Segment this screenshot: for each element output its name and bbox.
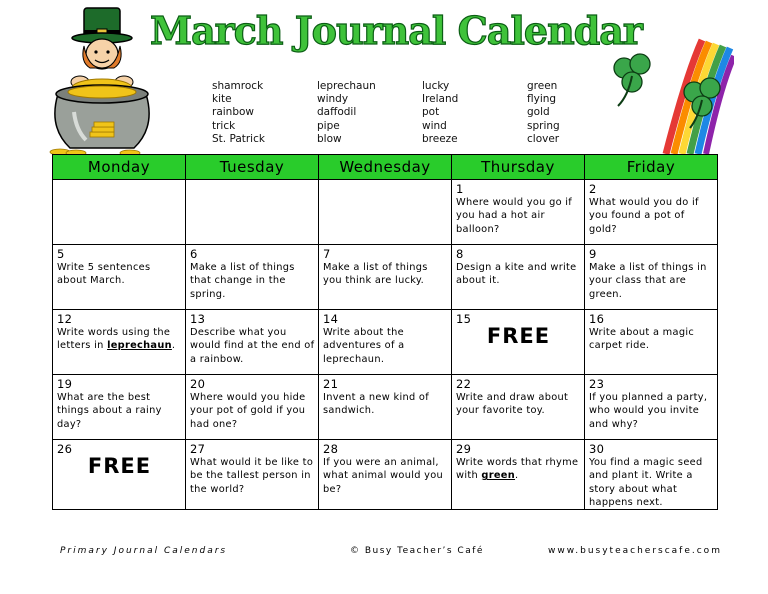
- day-number: 26: [57, 442, 73, 456]
- journal-prompt-text: Make a list of things that change in the spring.: [190, 262, 295, 300]
- day-number: 12: [57, 312, 73, 326]
- day-number: 2: [589, 182, 597, 196]
- weekday-header: Monday: [53, 155, 186, 180]
- calendar-day-cell: [585, 180, 718, 245]
- word-bank-word: pipe: [317, 119, 340, 132]
- journal-prompt-text: Describe what you would find at the end of a rainbow.: [190, 327, 315, 365]
- calendar-day-cell: [319, 375, 452, 440]
- journal-prompt-text: Make a list of things you think are lucky.: [323, 262, 428, 287]
- word-bank-word: windy: [317, 93, 349, 106]
- calendar-day-cell: [319, 245, 452, 310]
- day-number: 30: [589, 442, 605, 456]
- journal-prompt: [589, 392, 707, 430]
- free-day-label: FREE: [486, 324, 551, 348]
- journal-prompt: [589, 262, 707, 300]
- journal-prompt: [456, 392, 568, 416]
- word-bank-word: flying: [527, 93, 557, 106]
- journal-prompt: [190, 327, 314, 365]
- day-number: 1: [456, 182, 464, 196]
- journal-prompt: [456, 457, 578, 481]
- calendar-day-cell: [53, 180, 186, 245]
- footer-copyright: © Busy Teacher’s Café: [350, 546, 484, 556]
- calendar-day-cell: [452, 440, 585, 510]
- journal-prompt-text: Invent a new kind of sandwich.: [323, 392, 429, 417]
- day-number: 27: [190, 442, 206, 456]
- word-bank: [212, 80, 632, 146]
- day-number: 15: [456, 312, 472, 326]
- calendar-body: [53, 180, 718, 510]
- calendar-day-cell: [186, 375, 319, 440]
- weekday-header: Thursday: [452, 155, 585, 180]
- calendar-week-row: [53, 375, 718, 440]
- leprechaun-pot-of-gold-illustration: [40, 2, 158, 158]
- journal-prompt-text: If you planned a party, who would you invite and why?: [589, 392, 708, 430]
- journal-prompt-text: What are the best things about a rainy day?: [57, 392, 162, 430]
- journal-prompt: [323, 327, 404, 365]
- weekday-header: Friday: [585, 155, 718, 180]
- journal-prompt-text: What would it be like to be the tallest person in the world?: [190, 457, 314, 495]
- journal-prompt-text: Write and draw about your favorite toy.: [456, 392, 569, 417]
- journal-prompt-text: Design a kite and write about it.: [456, 262, 577, 287]
- journal-prompt: [57, 327, 175, 351]
- calendar-day-cell: [585, 245, 718, 310]
- word-bank-word: gold: [527, 106, 550, 119]
- journal-prompt-text: Write 5 sentences about March.: [57, 262, 151, 287]
- journal-prompt-text: You find a magic seed and plant it. Write a story about what happens next.: [589, 457, 703, 508]
- journal-prompt-text: Write about a magic carpet ride.: [589, 327, 695, 352]
- free-day-label: FREE: [87, 454, 152, 478]
- journal-prompt: [456, 197, 572, 235]
- calendar-day-cell: [452, 245, 585, 310]
- word-bank-word: shamrock: [212, 80, 264, 92]
- journal-prompt-text: Write words that rhyme with: [456, 457, 579, 482]
- calendar-day-cell: [53, 310, 186, 375]
- journal-prompt-text: What would you do if you found a pot of gold?: [589, 197, 699, 235]
- weekday-header: Tuesday: [186, 155, 319, 180]
- weekday-header: Wednesday: [319, 155, 452, 180]
- page-title: March Journal Calendar: [150, 8, 642, 53]
- day-number: 13: [190, 312, 206, 326]
- word-bank-word: lucky: [422, 80, 450, 92]
- journal-prompt: [589, 457, 703, 508]
- journal-prompt-text: Where would you go if you had a hot air balloon?: [456, 197, 573, 235]
- word-bank-word: Ireland: [422, 93, 459, 106]
- calendar-day-cell: [452, 375, 585, 440]
- journal-prompt: [190, 457, 313, 495]
- calendar-day-cell: [452, 180, 585, 245]
- word-bank-word: St. Patrick: [212, 132, 265, 145]
- journal-prompt: [589, 327, 694, 351]
- calendar-day-cell: [186, 310, 319, 375]
- day-number: 28: [323, 442, 339, 456]
- day-number: 29: [456, 442, 472, 456]
- day-number: 16: [589, 312, 605, 326]
- weekday-header-row: [53, 155, 718, 180]
- calendar-week-row: [53, 440, 718, 510]
- journal-prompt: [323, 392, 429, 416]
- word-bank-word: pot: [422, 106, 440, 119]
- calendar-day-cell: [319, 180, 452, 245]
- journal-prompt: [589, 197, 699, 235]
- journal-prompt: [323, 457, 443, 495]
- calendar-day-cell: [186, 245, 319, 310]
- calendar-day-cell: [319, 310, 452, 375]
- prompt-punctuation: .: [171, 340, 176, 352]
- calendar-week-row: [53, 180, 718, 245]
- calendar-day-cell: [186, 180, 319, 245]
- footer-website: www.busyteacherscafe.com: [548, 546, 722, 556]
- journal-prompt: [323, 262, 428, 286]
- day-number: 23: [589, 377, 605, 391]
- calendar-grid: [52, 154, 718, 510]
- word-bank-word: green: [527, 80, 558, 92]
- calendar-day-cell: [186, 440, 319, 510]
- word-bank-word: trick: [212, 119, 236, 132]
- calendar-day-cell: [53, 375, 186, 440]
- journal-prompt: [190, 392, 305, 430]
- day-number: 22: [456, 377, 472, 391]
- day-number: 19: [57, 377, 73, 391]
- day-number: 6: [190, 247, 198, 261]
- emphasized-word: leprechaun: [107, 340, 172, 352]
- word-bank-word: spring: [527, 119, 560, 132]
- word-bank-word: breeze: [422, 132, 458, 145]
- calendar-day-cell: [452, 310, 585, 375]
- journal-prompt-text: Make a list of things in your class that are green.: [589, 262, 707, 300]
- calendar-day-cell: [53, 245, 186, 310]
- journal-prompt: [190, 262, 295, 300]
- prompt-punctuation: .: [515, 470, 519, 482]
- calendar-day-cell: [585, 310, 718, 375]
- word-bank-word: wind: [422, 119, 447, 132]
- day-number: 7: [323, 247, 331, 261]
- calendar-day-cell: [585, 440, 718, 510]
- emphasized-word: green: [481, 470, 516, 482]
- journal-prompt-text: Where would you hide your pot of gold if you had one?: [190, 392, 306, 430]
- word-bank-word: leprechaun: [317, 80, 376, 92]
- word-bank-word: rainbow: [212, 106, 254, 119]
- journal-prompt: [57, 262, 150, 286]
- day-number: 14: [323, 312, 339, 326]
- day-number: 20: [190, 377, 206, 391]
- word-bank-word: daffodil: [317, 106, 357, 119]
- journal-prompt-text: Write about the adventures of a leprechaun.: [323, 327, 405, 365]
- calendar-day-cell: [585, 375, 718, 440]
- word-bank-word: blow: [317, 132, 342, 145]
- journal-prompt-text: If you were an animal, what animal would you be?: [323, 457, 444, 495]
- day-number: 21: [323, 377, 339, 391]
- day-number: 5: [57, 247, 65, 261]
- word-bank-word: clover: [527, 132, 560, 145]
- footer-series-title: Primary Journal Calendars: [60, 546, 228, 556]
- calendar-day-cell: [53, 440, 186, 510]
- journal-prompt-text: Write words using the letters in: [57, 327, 171, 352]
- journal-prompt: [57, 392, 162, 430]
- journal-prompt: [456, 262, 577, 286]
- day-number: 9: [589, 247, 597, 261]
- calendar-week-row: [53, 245, 718, 310]
- day-number: 8: [456, 247, 464, 261]
- calendar-day-cell: [319, 440, 452, 510]
- word-bank-word: kite: [212, 93, 232, 106]
- calendar-week-row: [53, 310, 718, 375]
